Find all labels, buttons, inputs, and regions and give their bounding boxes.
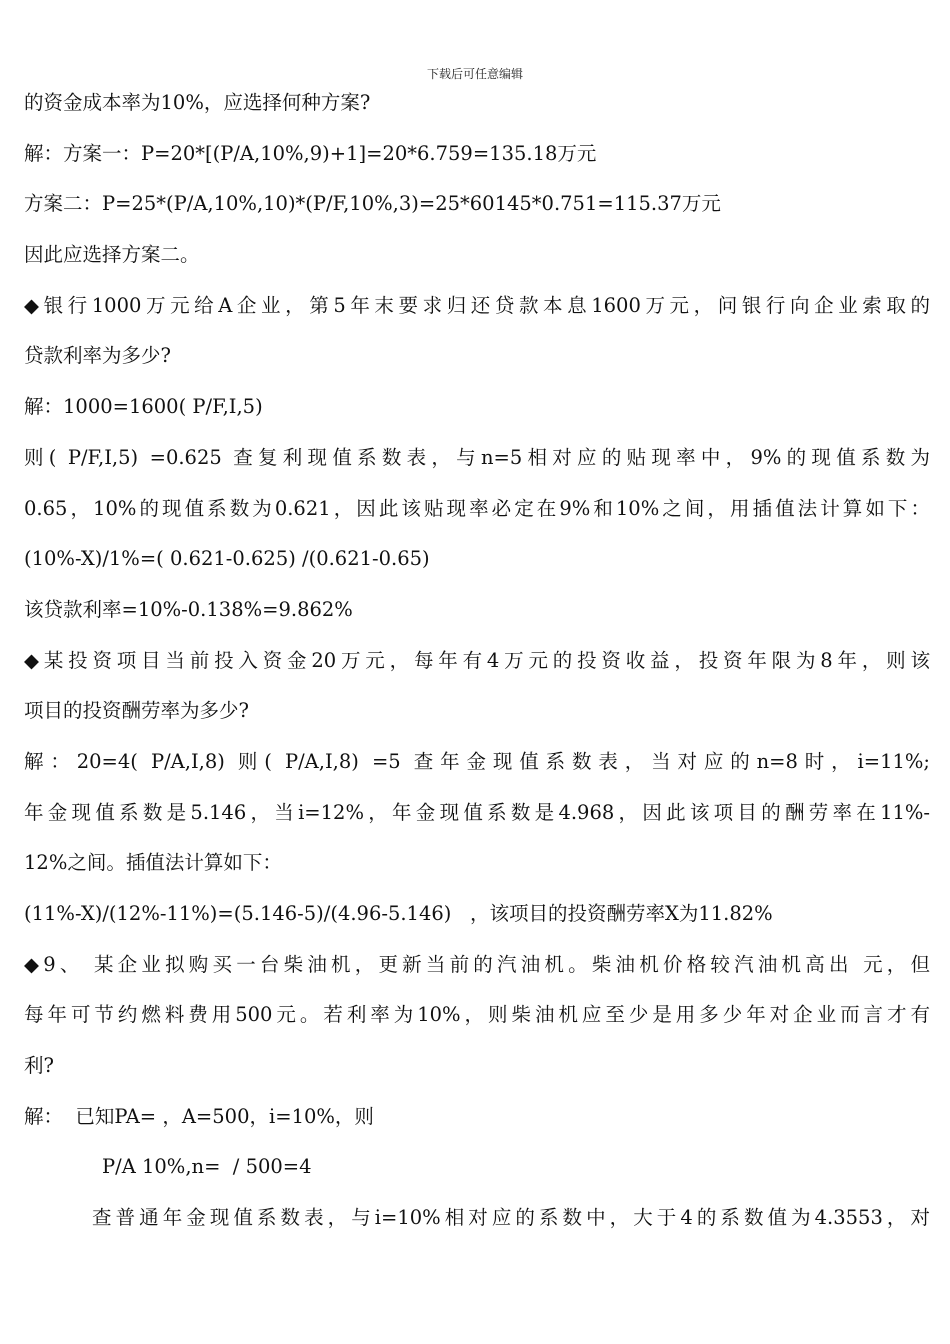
- text-line: 解：1000=1600( P/F,I,5): [24, 395, 263, 419]
- text-line: 查普通年金现值系数表，与i=10%相对应的系数中，大于4的系数值为4.3553，对: [92, 1206, 930, 1230]
- text-line: ◆9、 某企业拟购买一台柴油机，更新当前的汽油机。柴油机价格较汽油机高出 元，但: [24, 952, 930, 976]
- page-header-note: 下载后可任意编辑: [426, 67, 523, 81]
- text-line: 0.65，10%的现值系数为0.621，因此该贴现率必定在9%和10%之间，用插值法计算如下：: [24, 496, 930, 520]
- text-line: 每年可节约燃料费用500元。若利率为10%，则柴油机应至少是用多少年对企业而言才有: [24, 1003, 930, 1027]
- text-line: ◆银行1000万元给A企业，第5年末要求归还贷款本息1600万元，问银行向企业索取的: [24, 293, 930, 317]
- text-line: (10%-X)/1%=( 0.621-0.625) /(0.621-0.65): [24, 547, 430, 571]
- text-line: 贷款利率为多少?: [24, 344, 171, 368]
- text-line: ◆某投资项目当前投入资金20万元，每年有4万元的投资收益，投资年限为8年，则该: [24, 648, 930, 672]
- text-line: 项目的投资酬劳率为多少?: [24, 699, 249, 723]
- text-line: 12%之间。插值法计算如下：: [24, 851, 282, 875]
- text-line: 年金现值系数是5.146，当i=12%，年金现值系数是4.968，因此该项目的酬劳率在11%-: [24, 800, 930, 824]
- text-line: 解：20=4( P/A,I,8) 则( P/A,I,8) =5 查年金现值系数表，当对应的n=8时，i=11%;: [24, 749, 930, 773]
- text-line: P/A 10%,n= / 500=4: [102, 1155, 312, 1179]
- text-line: 的资金成本率为10%，应选择何种方案?: [24, 91, 371, 114]
- text-line: 利?: [24, 1054, 54, 1078]
- document-body: [24, 81, 930, 1247]
- text-line: 方案二：P=25*(P/A,10%,10)*(P/F,10%,3)=25*60145*0.751=115.37万元: [24, 192, 721, 216]
- text-line: 因此应选择方案二。: [24, 243, 200, 267]
- text-line: (11%-X)/(12%-11%)=(5.146-5)/(4.96-5.146) ，该项目的投资酬劳率X为11.82%: [24, 902, 773, 925]
- text-line: 该贷款利率=10%-0.138%=9.862%: [24, 597, 353, 621]
- text-line: 解： 已知PA= ，A=500，i=10%，则: [24, 1104, 374, 1128]
- text-line: 则( P/F,I,5) =0.625 查复利现值系数表，与n=5相对应的贴现率中，9%的现值系数为: [24, 445, 930, 469]
- text-line: 解：方案一：P=20*[(P/A,10%,9)+1]=20*6.759=135.18万元: [24, 141, 597, 165]
